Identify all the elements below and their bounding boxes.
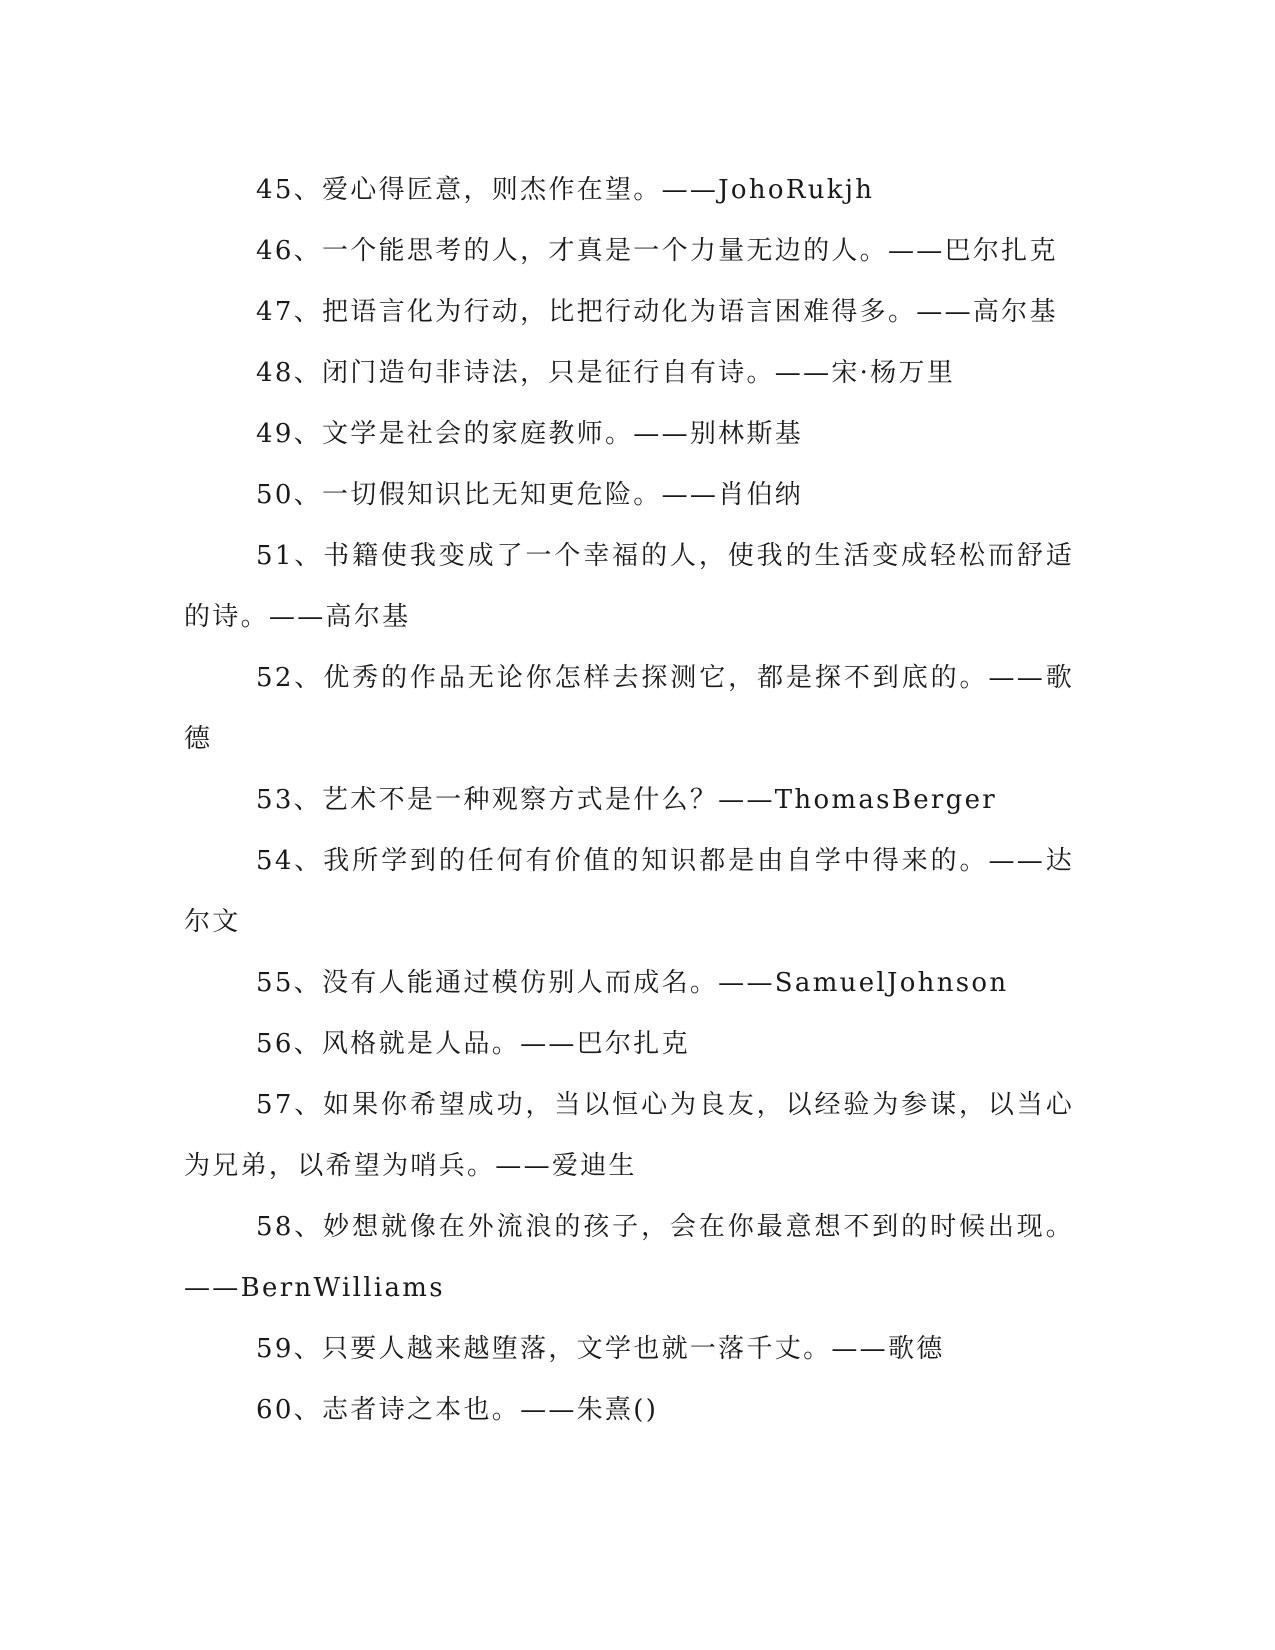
quote-54: 54、我所学到的任何有价值的知识都是由自学中得来的。——达尔文 [184, 846, 1074, 937]
quote-45: 45、爱心得匠意，则杰作在望。——JohoRukjh [256, 175, 875, 205]
quote-list [184, 160, 1074, 1441]
quote-58: 58、妙想就像在外流浪的孩子，会在你最意想不到的时候出现。——BernWilliams [184, 1212, 1074, 1303]
quote-51: 51、书籍使我变成了一个幸福的人，使我的生活变成轻松而舒适的诗。——高尔基 [184, 541, 1074, 632]
quote-60: 60、志者诗之本也。——朱熹() [256, 1395, 659, 1425]
quote-46: 46、一个能思考的人，才真是一个力量无边的人。——巴尔扎克 [256, 236, 1058, 266]
quote-48: 48、闭门造句非诗法，只是征行自有诗。——宋·杨万里 [256, 358, 956, 388]
quote-53: 53、艺术不是一种观察方式是什么？——ThomasBerger [256, 785, 998, 815]
quote-52: 52、优秀的作品无论你怎样去探测它，都是探不到底的。——歌德 [184, 663, 1074, 754]
quote-50: 50、一切假知识比无知更危险。——肖伯纳 [256, 480, 804, 510]
quote-59: 59、只要人越来越堕落，文学也就一落千丈。——歌德 [256, 1334, 945, 1364]
quote-47: 47、把语言化为行动，比把行动化为语言困难得多。——高尔基 [256, 297, 1058, 327]
quote-49: 49、文学是社会的家庭教师。——别林斯基 [256, 419, 804, 449]
quote-57: 57、如果你希望成功，当以恒心为良友，以经验为参谋，以当心为兄弟，以希望为哨兵。——爱迪生 [184, 1090, 1074, 1181]
quote-55: 55、没有人能通过模仿别人而成名。——SamuelJohnson [256, 968, 1009, 998]
quote-56: 56、风格就是人品。——巴尔扎克 [256, 1029, 690, 1059]
